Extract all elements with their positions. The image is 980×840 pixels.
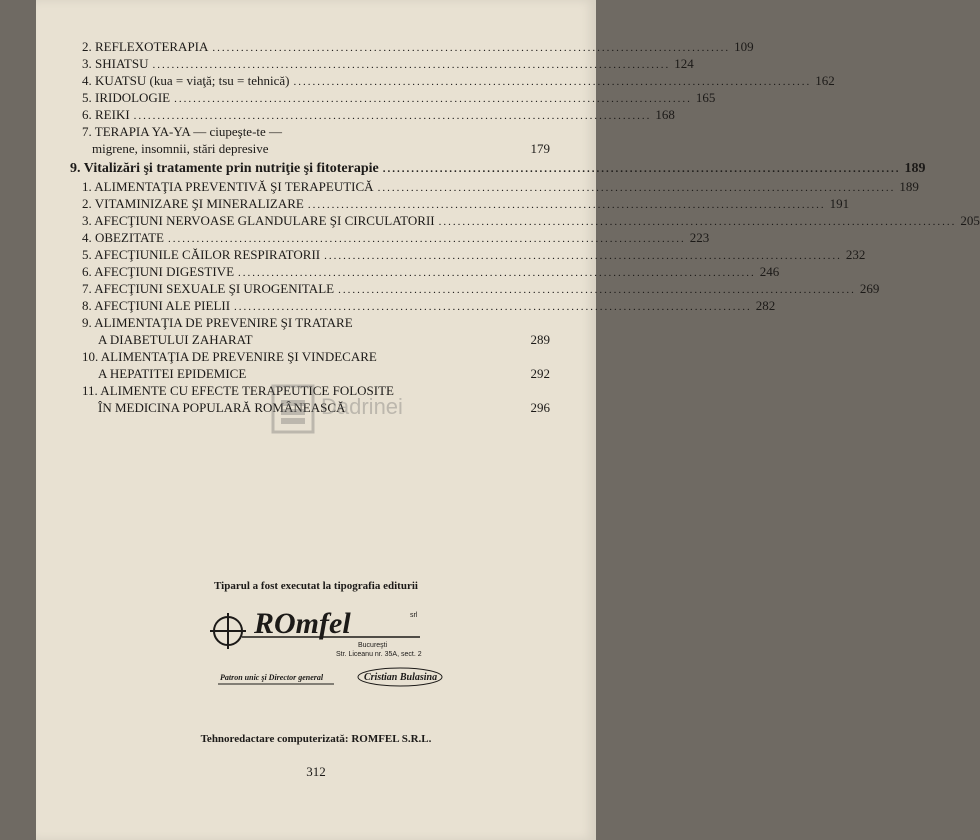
leader-dots: ............................................................................................................. [338, 284, 856, 296]
typesetting-note: Tehnoredactare computerizată: ROMFEL S.R.L. [200, 733, 432, 745]
toc-entry-label: 7. AFECŢIUNI SEXUALE ŞI UROGENITALE [82, 281, 335, 296]
toc-entry-page: 124 [674, 56, 694, 71]
toc-entry-page: 292 [530, 366, 550, 381]
leader-dots: ............................................................................................................. [168, 233, 686, 245]
leader-dots: ............................................................................................................. [382, 163, 901, 175]
toc-entry [82, 298, 776, 315]
leader-dots: ............................................................................................................. [238, 267, 756, 279]
toc-entry [82, 230, 710, 247]
toc-entry-label: 2. VITAMINIZARE ŞI MINERALIZARE [82, 196, 304, 211]
toc-entry-page: 282 [755, 298, 776, 313]
toc-entry-page: 109 [734, 39, 754, 54]
toc-entry-page: 205 [960, 213, 980, 228]
toc-entry-page: 191 [829, 196, 850, 211]
toc-entry [92, 141, 550, 157]
toc-entry-page: 296 [530, 400, 550, 415]
toc-entry [82, 107, 675, 124]
leader-dots: ............................................................................................................. [438, 216, 957, 228]
toc-chapter-page: 189 [904, 161, 926, 176]
toc-entry-page: 232 [845, 247, 866, 262]
toc-entry [82, 39, 754, 56]
leader-dots: ............................................................................................................. [377, 182, 896, 194]
signature: Cristian Bulasina [364, 672, 438, 683]
toc-entry [82, 281, 880, 298]
book-icon [281, 418, 305, 424]
toc-entry-label: 11. ALIMENTE CU EFECTE TERAPEUTICE FOLOSITE [82, 383, 394, 398]
logo-city: Bucureşti [358, 642, 388, 649]
book-icon [281, 400, 305, 406]
toc-entry [82, 90, 716, 107]
toc-entry-label: 2. REFLEXOTERAPIA [82, 39, 209, 54]
toc-entry-label: 1. ALIMENTAŢIA PREVENTIVĂ ŞI TERAPEUTICĂ [82, 179, 374, 194]
leader-dots: ............................................................................................................. [234, 301, 752, 313]
toc-entry-label: 6. REIKI [82, 107, 130, 122]
book-icon [281, 409, 305, 415]
logo-address: Str. Liceanu nr. 35A, sect. 2 [336, 651, 422, 658]
toc-entry-page: 223 [689, 230, 710, 245]
toc-entry-label: 8. AFECŢIUNI ALE PIELII [82, 298, 231, 313]
toc-entry-page: 168 [655, 107, 675, 122]
book-page [36, 0, 980, 840]
toc-entry-label: 5. IRIDOLOGIE [82, 90, 171, 105]
toc-entry-label: 7. TERAPIA YA-YA — ciupeşte-te — [82, 124, 283, 139]
toc-entry-label: 6. AFECŢIUNI DIGESTIVE [82, 264, 235, 279]
print-note: Tiparul a fost executat la tipografia editurii [214, 580, 418, 592]
leader-dots: ............................................................................................................. [212, 42, 731, 54]
toc-entry-label: 4. KUATSU (kua = viaţă; tsu = tehnică) [82, 73, 290, 88]
toc-entry-page: 269 [859, 281, 880, 296]
logo-left-caption: Patron unic şi Director general [220, 673, 324, 682]
toc-entry [82, 213, 980, 230]
leader-dots: ............................................................................................................. [307, 199, 826, 211]
toc-entry-label: 10. ALIMENTAŢIA DE PREVENIRE ŞI VINDECARE [82, 349, 377, 364]
toc-entry-page: 179 [530, 141, 550, 156]
leader-dots: ............................................................................................................. [293, 76, 812, 88]
toc-entry-label: 5. AFECŢIUNILE CĂILOR RESPIRATORII [82, 247, 321, 262]
leader-dots: ............................................................................................................. [324, 250, 842, 262]
toc-entry-continuation: A DIABETULUI ZAHARAT [98, 332, 253, 347]
leader-dots: ............................................................................................................. [133, 110, 652, 122]
toc-entry-label: 9. ALIMENTAŢIA DE PREVENIRE ŞI TRATARE [82, 315, 353, 330]
toc-entry [82, 73, 835, 90]
publisher-logo [206, 605, 466, 695]
toc-entry-continuation: migrene, insomnii, stări depresive [92, 141, 269, 156]
toc-entry-continuation: ÎN MEDICINA POPULARĂ ROMÂNEASCĂ [98, 400, 346, 415]
page-number: 312 [306, 764, 326, 779]
leader-dots: ............................................................................................................. [152, 59, 671, 71]
watermark-logo [271, 380, 421, 440]
toc-entry-page: 246 [759, 264, 780, 279]
toc-chapter [70, 161, 926, 177]
toc-entry [82, 179, 919, 196]
toc-entry-page: 189 [899, 179, 919, 194]
logo-name: ROmfel [254, 607, 351, 640]
watermark-text: Dadrinei [321, 394, 403, 419]
toc-entry-continuation: A HEPATITEI EPIDEMICE [98, 366, 247, 381]
toc-entry [82, 264, 780, 281]
toc-entry-page: 289 [530, 332, 550, 347]
logo-suffix: srl [410, 612, 418, 619]
toc-entry [82, 196, 850, 213]
toc-entry-label: 3. AFECŢIUNI NERVOASE GLANDULARE ŞI CIRCULATORII [82, 213, 435, 228]
toc-entry-label: 3. SHIATSU [82, 56, 149, 71]
toc-entry [82, 247, 866, 264]
toc-entry-label: 4. OBEZITATE [82, 230, 164, 245]
toc-chapter-label: 9. Vitalizări şi tratamente prin nutriţie şi fitoterapie [70, 161, 379, 176]
toc-entry-page: 162 [815, 73, 835, 88]
toc-entry-page: 165 [695, 90, 716, 105]
toc-entry [98, 332, 550, 348]
toc-entry [82, 56, 694, 73]
leader-dots: ............................................................................................................. [174, 93, 692, 105]
